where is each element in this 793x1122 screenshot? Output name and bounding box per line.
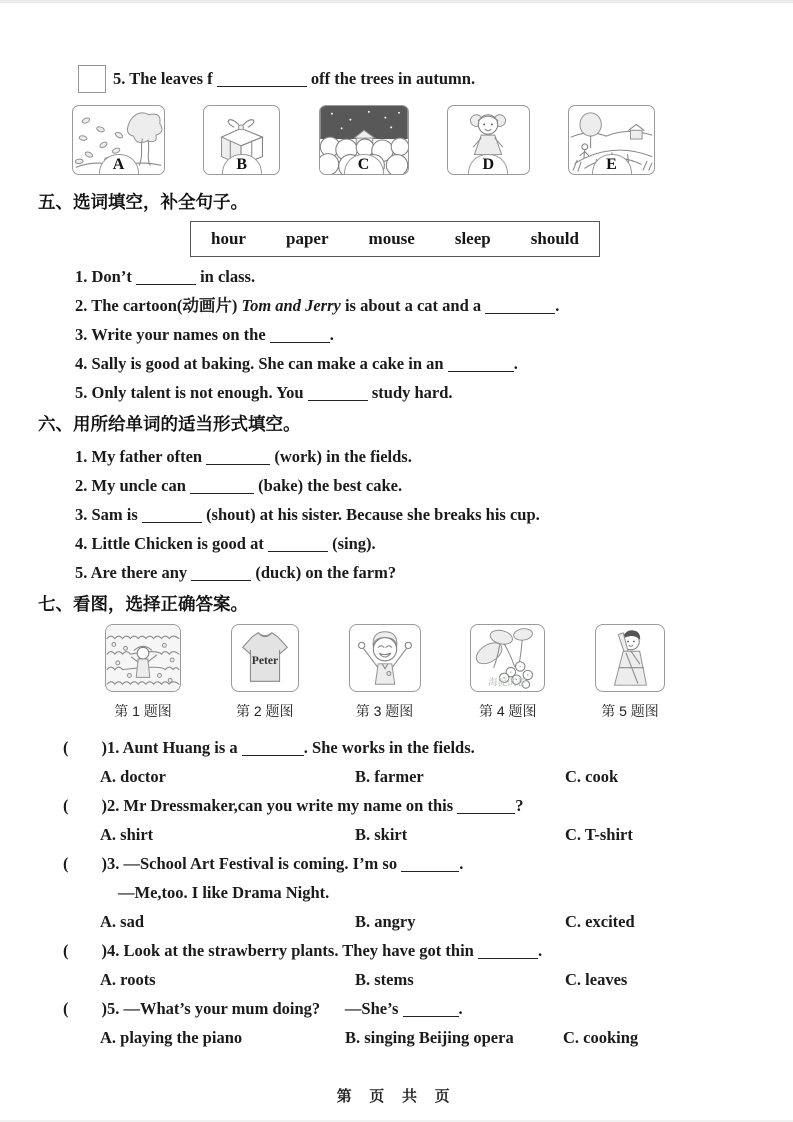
fill-in-blank xyxy=(403,1002,459,1017)
page-footer: 第 页 共 页 xyxy=(336,1088,457,1105)
mcq-question-line: ( )4. Look at the strawberry plants. They have got thin . xyxy=(63,941,543,960)
mcq-option-c: C. cooking xyxy=(563,1028,639,1047)
fill-in-blank xyxy=(242,741,304,756)
mcq-option-c: C. T-shirt xyxy=(565,825,633,844)
fill-blank-item: 4. Sally is good at baking. She can make a cake in an . xyxy=(75,354,518,373)
mcq-option-a: A. sad xyxy=(100,912,145,931)
option-letter: D xyxy=(468,154,508,174)
watermark-text: 海淀试卷 xyxy=(488,676,527,688)
question-5-text: 5. The leaves f off the trees in autumn. xyxy=(113,69,476,88)
mcq-option-c: C. excited xyxy=(565,912,635,931)
section7-questions xyxy=(63,733,793,1052)
section6-title: 六、用所给单词的适当形式填空。 xyxy=(38,414,301,434)
section7-picture-row xyxy=(105,624,665,721)
section7-title: 七、看图，选择正确答案。 xyxy=(38,594,248,614)
fill-in-blank xyxy=(191,566,251,581)
option-image-b xyxy=(203,105,280,175)
fill-in-blank xyxy=(136,270,196,285)
fill-blank-item: 3. Sam is (shout) at his sister. Because she breaks his cup. xyxy=(75,505,540,524)
fill-in-blank xyxy=(268,537,328,552)
option-image-e xyxy=(568,105,655,175)
shirt-name-label: Peter xyxy=(251,653,278,667)
figure-5 xyxy=(595,624,665,721)
mcq-question-line: ( )2. Mr Dressmaker,can you write my name on this ? xyxy=(63,796,524,815)
option-image-d xyxy=(447,105,530,175)
fill-in-blank xyxy=(478,944,538,959)
option-image-a xyxy=(72,105,165,175)
mcq-options xyxy=(63,762,793,791)
image-caption: 第 4 题图 xyxy=(478,703,537,719)
excited-girl-illustration xyxy=(350,625,420,691)
farmer-field-illustration xyxy=(106,625,180,691)
fill-in-blank xyxy=(485,299,555,314)
mcq-item-5 xyxy=(63,994,793,1052)
fill-in-blank xyxy=(217,72,307,87)
mcq-item-3 xyxy=(63,849,793,936)
mcq-option-b: B. skirt xyxy=(355,825,408,844)
mcq-question-line: ( )5. —What’s your mum doing? —She’s . xyxy=(63,999,463,1018)
word-bank-item: hour xyxy=(211,229,246,248)
word-bank-item: should xyxy=(530,229,579,248)
fill-blank-item: 4. Little Chicken is good at (sing). xyxy=(75,534,376,553)
mcq-option-b: B. stems xyxy=(355,970,414,989)
figure-1 xyxy=(105,624,181,721)
fill-in-blank xyxy=(401,857,459,872)
mcq-option-b: B. farmer xyxy=(355,767,424,786)
word-bank-item: sleep xyxy=(454,229,491,248)
figure-4 xyxy=(470,624,545,721)
strawberry-plant-illustration xyxy=(471,625,544,691)
fill-blank-item: 5. Only talent is not enough. You study hard. xyxy=(75,383,453,402)
mcq-option-a: A. doctor xyxy=(100,767,166,786)
mcq-options xyxy=(63,820,793,849)
mcq-option-a: A. shirt xyxy=(100,825,154,844)
mcq-question-line: ( )1. Aunt Huang is a . She works in the fields. xyxy=(63,738,475,757)
fill-blank-item: 1. My father often (work) in the fields. xyxy=(75,447,412,466)
mcq-option-c: C. leaves xyxy=(565,970,628,989)
mcq-options xyxy=(63,965,793,994)
word-bank xyxy=(190,221,600,257)
fill-blank-item: 5. Are there any (duck) on the farm? xyxy=(75,563,397,582)
word-bank-item: paper xyxy=(286,229,329,248)
mcq-item-4 xyxy=(63,936,793,994)
fill-in-blank xyxy=(448,357,514,372)
t-shirt-illustration xyxy=(232,625,298,691)
fill-in-blank xyxy=(206,450,270,465)
section6-items xyxy=(75,442,793,587)
option-letter: C xyxy=(344,154,384,174)
fill-blank-item: 3. Write your names on the . xyxy=(75,325,334,344)
image-caption: 第 5 题图 xyxy=(601,703,659,719)
mcq-option-a: A. roots xyxy=(100,970,156,989)
mcq-item-2 xyxy=(63,791,793,849)
option-letter: E xyxy=(592,154,632,174)
fill-in-blank xyxy=(457,799,515,814)
mcq-question-line: ( )3. —School Art Festival is coming. I’m so . xyxy=(63,854,464,873)
fill-in-blank xyxy=(190,479,254,494)
mcq-options xyxy=(63,1023,793,1052)
option-image-c xyxy=(319,105,409,175)
word-bank-item: mouse xyxy=(368,229,415,248)
opera-boy-illustration xyxy=(596,625,664,691)
mcq-option-c: C. cook xyxy=(565,767,619,786)
question-5-row xyxy=(78,64,793,93)
picture-options-row xyxy=(72,105,655,175)
fill-in-blank xyxy=(270,328,330,343)
image-caption: 第 1 题图 xyxy=(114,703,172,719)
fill-blank-item: 2. My uncle can (bake) the best cake. xyxy=(75,476,403,495)
mcq-question-line-2: —Me,too. I like Drama Night. xyxy=(118,883,330,902)
section5-items xyxy=(75,262,793,407)
option-letter: A xyxy=(99,154,139,174)
fill-in-blank xyxy=(308,386,368,401)
mcq-options xyxy=(63,907,793,936)
score-checkbox xyxy=(78,65,106,93)
figure-3 xyxy=(349,624,421,721)
fill-blank-item: 1. Don’t in class. xyxy=(75,267,256,286)
image-caption: 第 2 题图 xyxy=(235,703,294,719)
image-caption: 第 3 题图 xyxy=(355,703,414,719)
section5-title: 五、选词填空，补全句子。 xyxy=(38,192,248,212)
mcq-item-1 xyxy=(63,733,793,791)
mcq-option-b: B. singing Beijing opera xyxy=(345,1028,514,1047)
figure-2 xyxy=(231,624,299,721)
option-letter: B xyxy=(222,154,262,174)
mcq-option-a: A. playing the piano xyxy=(100,1028,243,1047)
fill-in-blank xyxy=(142,508,202,523)
fill-blank-item: 2. The cartoon(动画片) Tom and Jerry is about a cat and a . xyxy=(75,296,560,315)
mcq-option-b: B. angry xyxy=(355,912,416,931)
